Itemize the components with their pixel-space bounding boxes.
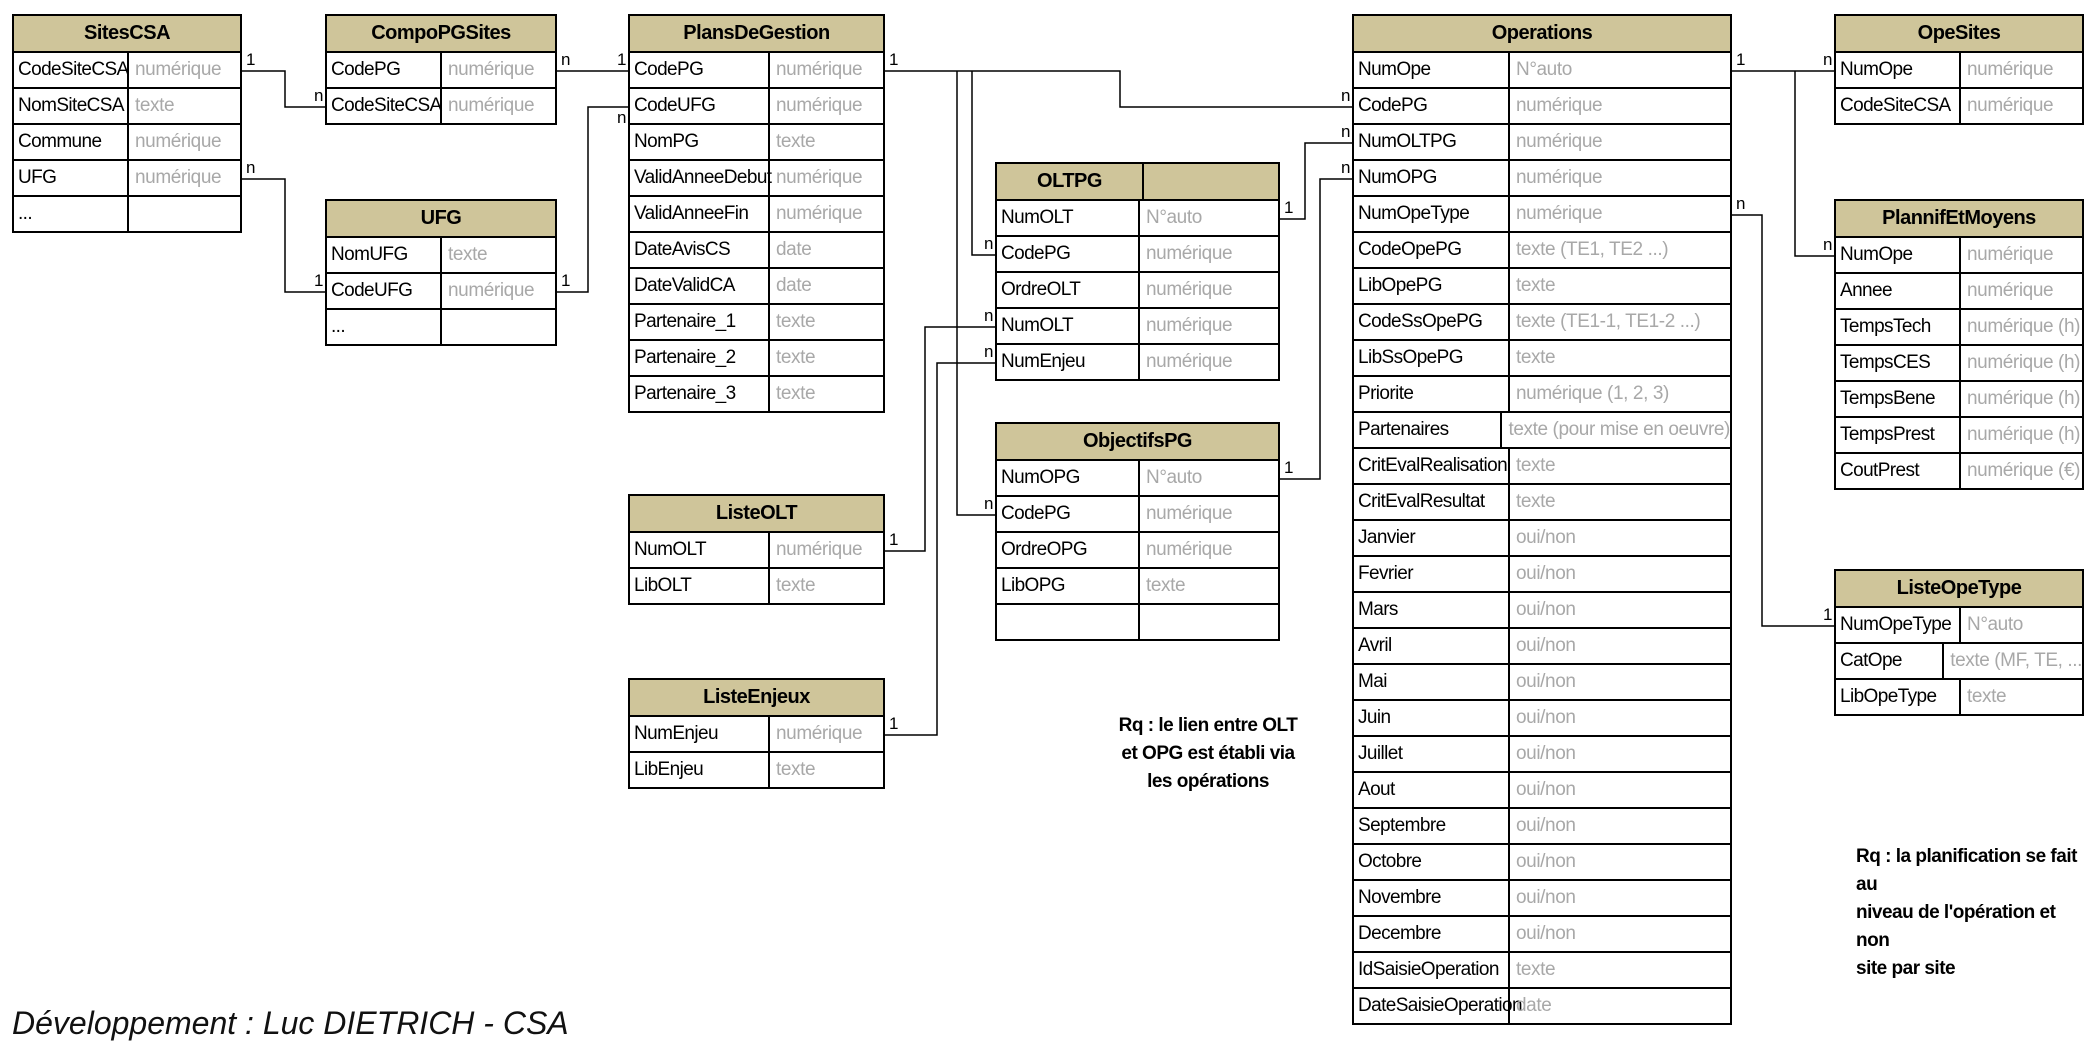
field-name: LibSsOpePG — [1354, 341, 1510, 375]
table-title-text: Operations — [1491, 22, 1593, 44]
field-type: numérique (h) — [1967, 316, 2081, 337]
field-name: CodePG — [1354, 89, 1510, 123]
cardinality-one-label: 1 — [246, 50, 256, 69]
field-name: Aout — [1354, 773, 1510, 807]
table-row — [1836, 310, 2082, 346]
field-name: NumOpeType — [1836, 608, 1961, 642]
cardinality-one-label: 1 — [561, 271, 571, 290]
table-row — [1836, 418, 2082, 454]
table-row — [1354, 593, 1730, 629]
field-type: numérique — [1146, 351, 1233, 372]
table-title — [327, 16, 555, 53]
field-name: NumEnjeu — [997, 345, 1140, 379]
field-name: NomUFG — [327, 238, 442, 272]
cardinality-many-label: n — [1341, 86, 1351, 105]
link-operations-plannif — [1795, 71, 1834, 256]
field-type: texte — [776, 131, 816, 152]
table-title — [1354, 16, 1730, 53]
table-row — [1354, 665, 1730, 701]
table-sitescsa — [12, 14, 242, 233]
table-row — [1836, 680, 2082, 714]
field-type: numérique — [135, 167, 222, 188]
table-row — [1354, 881, 1730, 917]
field-name: TempsCES — [1836, 346, 1961, 380]
table-row — [327, 310, 555, 344]
table-objectifspg — [995, 422, 1280, 641]
field-type: oui/non — [1516, 671, 1576, 692]
field-type: texte — [1516, 959, 1556, 980]
table-row — [14, 125, 240, 161]
field-name: Septembre — [1354, 809, 1510, 843]
field-name: NumOLT — [997, 309, 1140, 343]
table-row — [1354, 341, 1730, 377]
field-type: oui/non — [1516, 563, 1576, 584]
field-type: numérique — [1146, 315, 1233, 336]
table-row — [1354, 737, 1730, 773]
table-row — [630, 125, 883, 161]
field-name: CodePG — [997, 497, 1140, 531]
field-type — [129, 197, 240, 231]
field-type: texte — [776, 759, 816, 780]
field-type: oui/non — [1516, 815, 1576, 836]
table-row — [1354, 197, 1730, 233]
field-name — [997, 605, 1140, 639]
cardinality-many-label: n — [314, 86, 324, 105]
table-title-text: ObjectifsPG — [1083, 430, 1192, 452]
header-divider — [1142, 164, 1144, 199]
field-type: numérique (h) — [1967, 352, 2081, 373]
field-type: N°auto — [1146, 467, 1202, 488]
field-type: oui/non — [1516, 779, 1576, 800]
table-row — [1354, 53, 1730, 89]
field-name: CodeSsOpePG — [1354, 305, 1510, 339]
field-type: N°auto — [1146, 207, 1202, 228]
field-type: numérique (1, 2, 3) — [1516, 383, 1669, 404]
table-row — [997, 273, 1278, 309]
field-type: oui/non — [1516, 851, 1576, 872]
table-row — [1354, 377, 1730, 413]
table-row — [630, 269, 883, 305]
field-name: Mai — [1354, 665, 1510, 699]
table-row — [1354, 305, 1730, 341]
field-type: numérique — [1146, 539, 1233, 560]
field-name: LibEnjeu — [630, 753, 770, 787]
cardinality-many-label: n — [984, 342, 994, 361]
field-name: NumOLT — [630, 533, 770, 567]
field-type: numérique — [1967, 95, 2054, 116]
table-title-text: OLTPG — [1037, 170, 1102, 192]
field-name: OrdreOLT — [997, 273, 1140, 307]
note-planification: Rq : la planification se fait au niveau de l'opération et non site par site — [1856, 846, 2077, 979]
field-name: CodeSiteCSA — [1836, 89, 1961, 123]
table-row — [1836, 274, 2082, 310]
footer-credit: Développement : Luc DIETRICH - CSA — [12, 1005, 569, 1041]
cardinality-one-label: 1 — [889, 530, 899, 549]
cardinality-many-label: n — [1341, 122, 1351, 141]
table-title — [1836, 201, 2082, 238]
cardinality-one-label: 1 — [314, 271, 324, 290]
field-name: TempsPrest — [1836, 418, 1961, 452]
link-ufg-pg — [557, 107, 628, 292]
table-row — [1354, 449, 1730, 485]
field-name: Novembre — [1354, 881, 1510, 915]
field-type: texte (MF, TE, ... — [1950, 650, 2082, 671]
field-type: texte — [135, 95, 175, 116]
table-row — [1836, 346, 2082, 382]
field-type: N°auto — [1516, 59, 1572, 80]
cardinality-many-label: n — [1341, 158, 1351, 177]
field-name: CodePG — [630, 53, 770, 87]
field-name: Commune — [14, 125, 129, 159]
field-name: ... — [327, 310, 442, 344]
field-name: Partenaire_3 — [630, 377, 770, 411]
field-type: numérique — [1516, 203, 1603, 224]
table-opesites — [1834, 14, 2084, 125]
table-row — [630, 89, 883, 125]
field-name: DateValidCA — [630, 269, 770, 303]
table-row — [1354, 809, 1730, 845]
table-listeopetype — [1834, 569, 2084, 716]
field-type: numérique — [135, 131, 222, 152]
field-name: OrdreOPG — [997, 533, 1140, 567]
cardinality-many-label: n — [1823, 235, 1833, 254]
table-row — [1836, 608, 2082, 644]
link-pg-objectifs — [957, 71, 995, 515]
table-listeolt — [628, 494, 885, 605]
field-name: ... — [14, 197, 129, 231]
table-row — [997, 237, 1278, 273]
table-row — [1836, 238, 2082, 274]
field-type: oui/non — [1516, 887, 1576, 908]
field-type: numérique — [1146, 279, 1233, 300]
field-type: texte — [776, 383, 816, 404]
field-name: DateAvisCS — [630, 233, 770, 267]
field-name: Janvier — [1354, 521, 1510, 555]
field-type: date — [1516, 995, 1552, 1016]
field-name: CodePG — [997, 237, 1140, 271]
table-row — [1354, 773, 1730, 809]
cardinality-many-label: n — [984, 306, 994, 325]
table-row — [14, 89, 240, 125]
table-row — [997, 497, 1278, 533]
cardinality-one-label: 1 — [1823, 605, 1833, 624]
field-type: numérique (€) — [1967, 460, 2081, 481]
field-name: Juillet — [1354, 737, 1510, 771]
field-type: texte (TE1-1, TE1-2 ...) — [1516, 311, 1701, 332]
table-row — [997, 569, 1278, 605]
field-type: numérique — [776, 723, 863, 744]
field-type — [442, 310, 555, 344]
field-name: NomSiteCSA — [14, 89, 129, 123]
table-title — [1836, 16, 2082, 53]
field-type: texte (pour mise en oeuvre) — [1508, 419, 1730, 440]
table-plannifetmoyens — [1834, 199, 2084, 490]
field-name: CatOpe — [1836, 644, 1944, 678]
field-name: Partenaire_2 — [630, 341, 770, 375]
field-name: Decembre — [1354, 917, 1510, 951]
field-type: numérique (h) — [1967, 388, 2081, 409]
table-row — [327, 274, 555, 310]
table-title-text: SitesCSA — [83, 22, 171, 44]
field-name: LibOpeType — [1836, 680, 1961, 714]
field-name: Partenaire_1 — [630, 305, 770, 339]
table-row — [1354, 521, 1730, 557]
table-title — [997, 164, 1278, 201]
field-type: numérique — [1967, 244, 2054, 265]
table-title-text: ListeEnjeux — [703, 686, 810, 708]
field-type: texte — [1516, 455, 1556, 476]
table-row — [630, 161, 883, 197]
field-name: TempsBene — [1836, 382, 1961, 416]
table-row — [1836, 382, 2082, 418]
field-type: numérique — [1516, 95, 1603, 116]
field-name: NumOLT — [997, 201, 1140, 235]
table-row — [1836, 89, 2082, 123]
table-row — [997, 309, 1278, 345]
table-row — [327, 53, 555, 89]
link-operations-listeopetype — [1732, 215, 1834, 626]
field-name: Avril — [1354, 629, 1510, 663]
table-title — [1836, 571, 2082, 608]
table-compopgsites — [325, 14, 557, 125]
cardinality-many-label: n — [984, 234, 994, 253]
table-row — [630, 569, 883, 603]
field-name: DateSaisieOperation — [1354, 989, 1510, 1023]
table-row — [997, 605, 1278, 639]
field-type: texte — [1967, 686, 2007, 707]
field-name: Priorite — [1354, 377, 1510, 411]
field-name: LibOpePG — [1354, 269, 1510, 303]
field-name: CodeOpePG — [1354, 233, 1510, 267]
table-title-text: ListeOpeType — [1896, 577, 2022, 599]
field-type: numérique (h) — [1967, 424, 2081, 445]
table-row — [630, 341, 883, 377]
table-title-text: CompoPGSites — [371, 22, 511, 44]
field-name: CritEvalRealisation — [1354, 449, 1510, 483]
field-name: LibOPG — [997, 569, 1140, 603]
link-listeolt-oltpg — [885, 327, 995, 551]
link-sites-ufg — [242, 179, 325, 292]
table-row — [630, 717, 883, 753]
table-title-text: UFG — [420, 207, 462, 229]
table-row — [1354, 953, 1730, 989]
link-pg-oltpg — [972, 71, 995, 255]
field-name: Mars — [1354, 593, 1510, 627]
table-row — [997, 533, 1278, 569]
field-name: Fevrier — [1354, 557, 1510, 591]
table-oltpg — [995, 162, 1280, 381]
field-type: numérique — [776, 539, 863, 560]
field-name: NumOPG — [1354, 161, 1510, 195]
field-type: numérique — [1146, 243, 1233, 264]
field-name: Partenaires — [1354, 413, 1502, 447]
field-name: LibOLT — [630, 569, 770, 603]
field-name: CodeUFG — [630, 89, 770, 123]
cardinality-one-label: 1 — [889, 714, 899, 733]
table-row — [630, 233, 883, 269]
field-type: texte — [776, 311, 816, 332]
field-name: TempsTech — [1836, 310, 1961, 344]
table-row — [630, 305, 883, 341]
table-title-text: PlannifEtMoyens — [1882, 207, 2036, 229]
field-name: NumEnjeu — [630, 717, 770, 751]
table-row — [1354, 125, 1730, 161]
field-type: N°auto — [1967, 614, 2023, 635]
field-type: numérique — [776, 167, 863, 188]
field-type: oui/non — [1516, 635, 1576, 656]
table-row — [14, 161, 240, 197]
field-type: oui/non — [1516, 527, 1576, 548]
table-row — [14, 53, 240, 89]
cardinality-many-label: n — [1736, 194, 1746, 213]
cardinality-one-label: 1 — [617, 50, 627, 69]
field-type: numérique — [448, 59, 535, 80]
field-type: numérique — [776, 95, 863, 116]
field-type: numérique — [135, 59, 222, 80]
field-type: numérique — [776, 59, 863, 80]
field-type: numérique — [1516, 167, 1603, 188]
table-row — [327, 238, 555, 274]
field-name: CodeUFG — [327, 274, 442, 308]
link-objectifs-operations — [1280, 179, 1352, 479]
field-type: date — [776, 239, 812, 260]
note-olt-opg-link: Rq : le lien entre OLT et OPG est établi via les opérations — [1118, 715, 1298, 792]
cardinality-many-label: n — [984, 494, 994, 513]
table-row — [997, 201, 1278, 237]
cardinality-many-label: n — [561, 50, 571, 69]
table-row — [997, 345, 1278, 379]
field-type: texte — [1516, 275, 1556, 296]
table-title-text: ListeOLT — [715, 502, 798, 524]
field-name: IdSaisieOperation — [1354, 953, 1510, 987]
cardinality-one-label: 1 — [1284, 198, 1294, 217]
table-row — [1354, 917, 1730, 953]
table-row — [630, 753, 883, 787]
field-type: texte — [448, 244, 488, 265]
field-type: oui/non — [1516, 707, 1576, 728]
table-row — [327, 89, 555, 123]
field-name: UFG — [14, 161, 129, 195]
table-row — [1836, 644, 2082, 680]
table-row — [1354, 269, 1730, 305]
field-name: NumOpe — [1836, 238, 1961, 272]
table-plansdegestion — [628, 14, 885, 413]
field-name: NumOLTPG — [1354, 125, 1510, 159]
field-type: numérique — [1967, 280, 2054, 301]
field-name: NumOpeType — [1354, 197, 1510, 231]
table-row — [1354, 557, 1730, 593]
table-row — [1354, 485, 1730, 521]
table-row — [630, 197, 883, 233]
field-type: numérique — [448, 280, 535, 301]
field-name: Juin — [1354, 701, 1510, 735]
cardinality-one-label: 1 — [1284, 458, 1294, 477]
table-row — [1836, 53, 2082, 89]
field-type: texte — [1516, 491, 1556, 512]
table-row — [1354, 701, 1730, 737]
table-row — [1354, 629, 1730, 665]
table-row — [630, 53, 883, 89]
field-type: texte — [1146, 575, 1186, 596]
table-title — [997, 424, 1278, 461]
field-name: CritEvalResultat — [1354, 485, 1510, 519]
field-type: texte — [1516, 347, 1556, 368]
table-title — [14, 16, 240, 53]
cardinality-many-label: n — [617, 108, 627, 127]
table-listeenjeux — [628, 678, 885, 789]
cardinality-many-label: n — [1823, 50, 1833, 69]
table-operations — [1352, 14, 1732, 1025]
field-type: numérique — [1516, 131, 1603, 152]
field-name: NumOpe — [1836, 53, 1961, 87]
field-type — [1140, 605, 1278, 639]
table-row — [630, 377, 883, 411]
cardinality-one-label: 1 — [1736, 50, 1746, 69]
field-name: CoutPrest — [1836, 454, 1961, 488]
field-name: ValidAnneeFin — [630, 197, 770, 231]
field-name: ValidAnneeDebut — [630, 161, 770, 195]
field-type: date — [776, 275, 812, 296]
field-name: NomPG — [630, 125, 770, 159]
table-row — [1354, 233, 1730, 269]
field-type: texte — [776, 347, 816, 368]
field-type: numérique — [776, 203, 863, 224]
table-title — [630, 16, 883, 53]
table-title-text: OpeSites — [1917, 22, 2001, 44]
table-row — [14, 197, 240, 231]
field-type: numérique — [1146, 503, 1233, 524]
table-row — [1354, 89, 1730, 125]
field-name: Octobre — [1354, 845, 1510, 879]
table-title-text: PlansDeGestion — [683, 22, 830, 44]
field-name: NumOpe — [1354, 53, 1510, 87]
field-name: CodePG — [327, 53, 442, 87]
table-row — [1354, 161, 1730, 197]
table-row — [630, 533, 883, 569]
link-enjeux-oltpg — [885, 363, 995, 735]
table-row — [1354, 845, 1730, 881]
cardinality-many-label: n — [246, 158, 256, 177]
field-type: numérique — [1967, 59, 2054, 80]
field-name: Annee — [1836, 274, 1961, 308]
field-name: CodeSiteCSA — [14, 53, 129, 87]
cardinality-one-label: 1 — [889, 50, 899, 69]
table-title — [630, 496, 883, 533]
field-type: numérique — [448, 95, 535, 116]
field-name: CodeSiteCSA — [327, 89, 442, 123]
table-title — [630, 680, 883, 717]
field-name: NumOPG — [997, 461, 1140, 495]
field-type: texte — [776, 575, 816, 596]
link-sites-compo — [242, 71, 325, 107]
field-type: oui/non — [1516, 923, 1576, 944]
table-row — [1354, 989, 1730, 1023]
table-title — [327, 201, 555, 238]
field-type: texte (TE1, TE2 ...) — [1516, 239, 1669, 260]
table-row — [997, 461, 1278, 497]
table-row — [1836, 454, 2082, 488]
field-type: oui/non — [1516, 743, 1576, 764]
table-row — [1354, 413, 1730, 449]
table-ufg — [325, 199, 557, 346]
field-type: oui/non — [1516, 599, 1576, 620]
link-pg-operations — [885, 71, 1352, 107]
